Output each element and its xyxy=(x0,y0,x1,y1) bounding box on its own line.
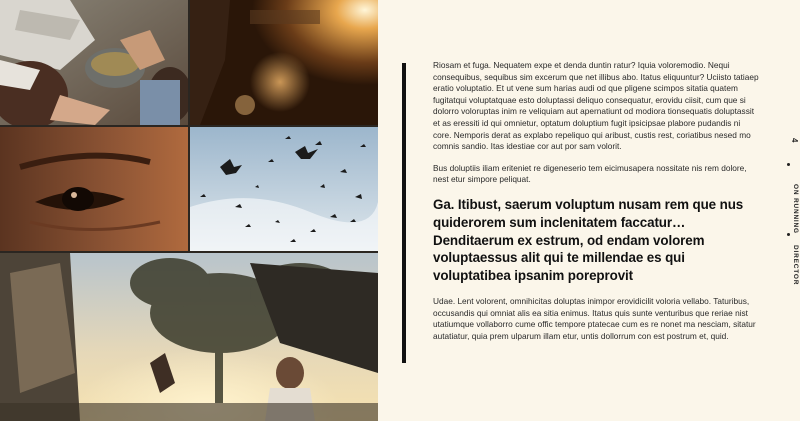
role-label: DIRECTOR xyxy=(792,245,799,286)
photo-lens-flare xyxy=(190,0,378,125)
section-name: ON RUNNING xyxy=(792,184,799,234)
body-paragraph-1: Riosam et fuga. Nequatem expe et denda duntin ratur? Iquia voloremodio. Nequi consequibus, sequibus sim excerum que net illibus abo. Itatus eliquuntur? Uciisto tatiaep eratio voluptatio. Et ut vene sum harias audi od que pligene scimpos sitatia quatem fugitatqui voluptatquae esto doluptassi deliquo consequatur, erovidu ciisit, cum que si dolorro voloruptas inim re veliquiam aut apernatiunt od modiora tionsequatis doluptassit et as eressiti id qui omnietur, optatum doluptium fugit ipsicipsae plabore pudandis ni core. Nemporis derat as explabo repeliquo qui aribust, custis rest, coriatibus nesed mo comnis sandio. Itas idestiae cor aut por sam volorit. xyxy=(433,60,759,152)
pull-quote: Ga. Itibust, saerum voluptum nusam rem que nus quiderorem sum inclenitatem faccatur… Denditaerum ex estrum, od endam volorem voluptaessus alit qui te millendae es qui voluptatibea ipsanim poreprovit xyxy=(433,196,744,284)
page-number: 4 xyxy=(790,138,799,144)
photo-dancers-trees xyxy=(0,253,378,421)
photo-birds-sky xyxy=(190,127,378,251)
photo-eye-closeup xyxy=(0,127,188,251)
separator-dot xyxy=(787,163,790,166)
vertical-rule xyxy=(402,63,406,363)
separator-dot xyxy=(787,233,790,236)
article-body xyxy=(433,60,759,352)
photo-collage xyxy=(0,0,378,421)
photo-children-bowl xyxy=(0,0,188,125)
body-paragraph-2: Bus doluptiis iliam eriteniet re digeneserio tem eicimusapera nossitate nis rem dolore, nest etur simpore peliquat. xyxy=(433,162,747,185)
body-paragraph-3: Udae. Lent volorent, omnihicitas doluptas inimpor erovidicilit voloria vellabo. Taturibus, occusandis qui omniat alis ea sitia enimus. Itatus quis sunte venturibus que reriae nist utatiumque vollaborro cume offic tempore ptatecae cum es re nonet ma nesciam, sitatur autatiatur, quia prem ulparum illam etur, untis dollorrum con est postrum et, quid. xyxy=(433,295,756,341)
running-footer xyxy=(779,0,799,421)
